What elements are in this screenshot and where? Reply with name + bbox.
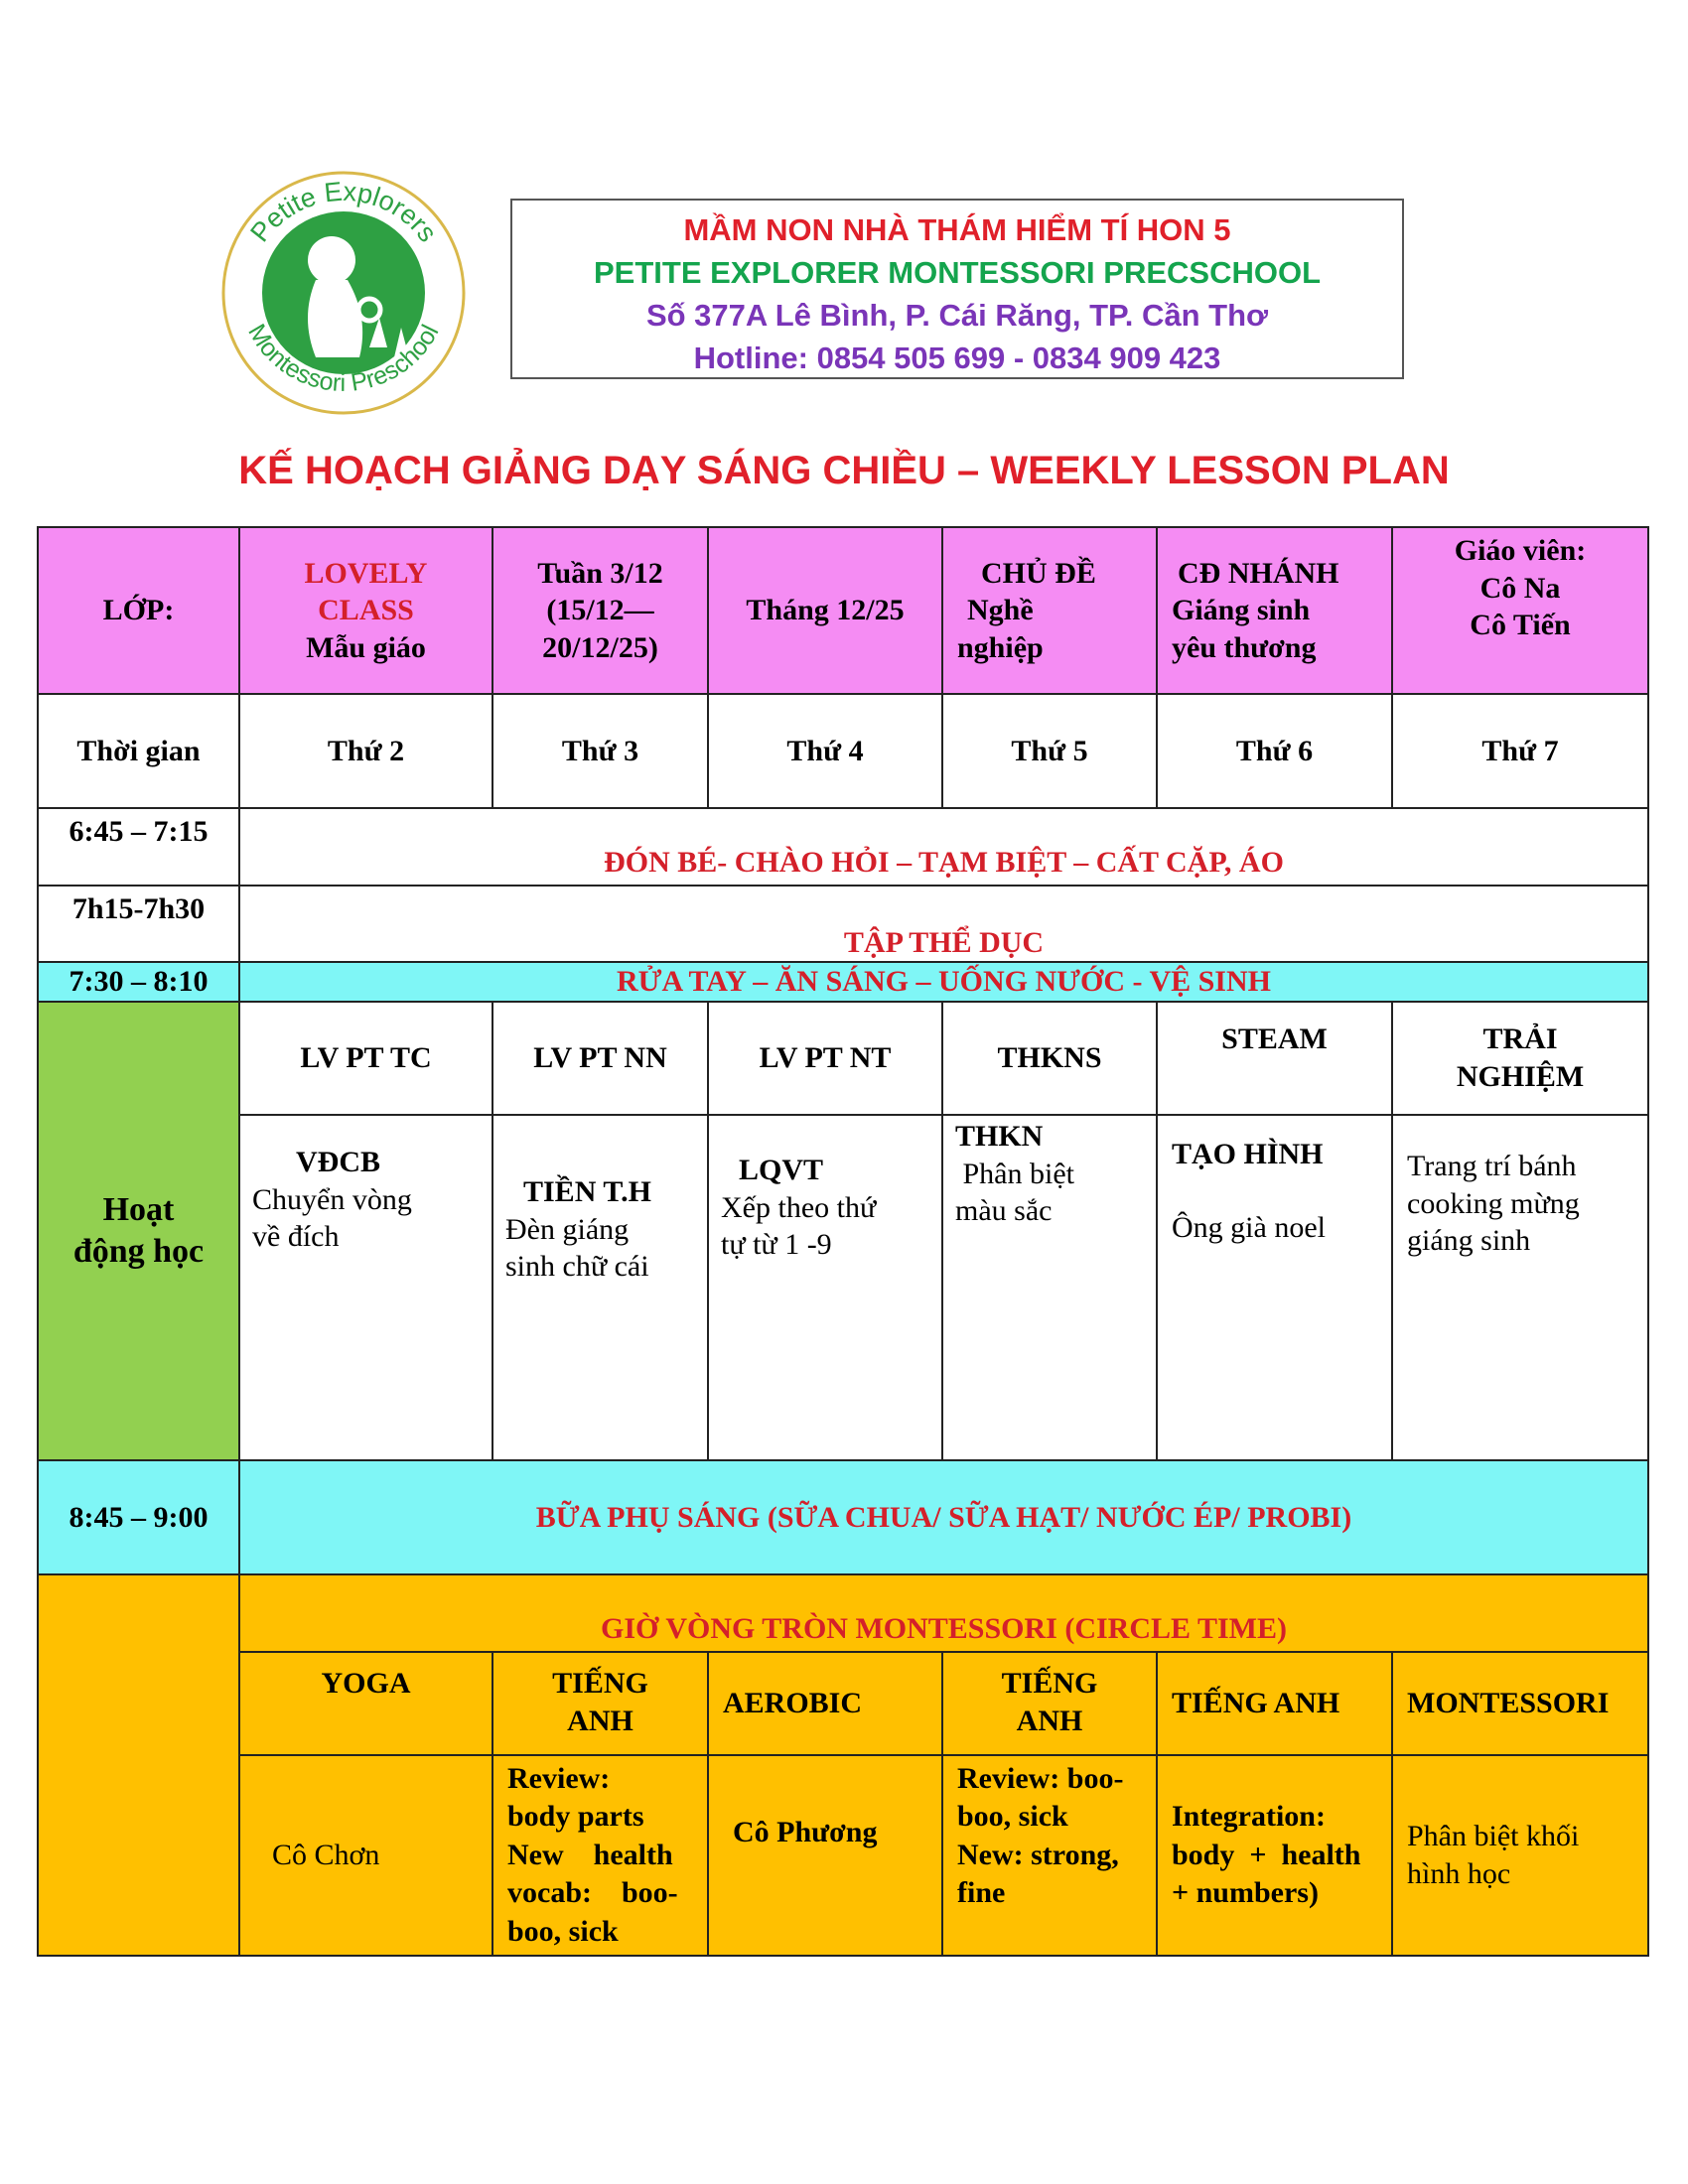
lesson-tue — [492, 1115, 708, 1460]
lesson-tue-line2: sinh chữ cái — [505, 1250, 649, 1283]
circle-title-row — [38, 1574, 1648, 1652]
subtheme-line3: yêu thương — [1172, 630, 1317, 664]
theme-line1: CHỦ ĐỀ — [981, 556, 1096, 590]
lesson-tue-line1: Đèn giáng — [505, 1212, 630, 1246]
circle-subjects-row — [38, 1652, 1648, 1755]
detail-mon: Cô Chơn — [239, 1755, 492, 1956]
class-name-line1: LOVELY — [304, 556, 428, 590]
snack-time: 8:45 – 9:00 — [38, 1460, 239, 1574]
detail-tue-line2: body parts — [507, 1800, 644, 1834]
lesson-thu-line1: Phân biệt — [955, 1157, 1074, 1190]
page-title: KẾ HOẠCH GIẢNG DẠY SÁNG CHIỀU – WEEKLY LESSON PLAN — [238, 449, 1450, 492]
detail-fri-line1: Integration: — [1172, 1800, 1326, 1834]
lesson-fri-title: TẠO HÌNH — [1172, 1138, 1324, 1170]
teacher-name-1: Cô Na — [1479, 571, 1561, 605]
lesson-fri-line1: Ông già noel — [1172, 1210, 1326, 1244]
detail-fri-line3: + numbers) — [1172, 1876, 1319, 1910]
teacher-label: Giáo viên: — [1454, 534, 1587, 567]
month-text: Tháng 12/25 — [746, 594, 905, 627]
arrival-time: 6:45 – 7:15 — [38, 808, 239, 886]
detail-fri — [1157, 1755, 1392, 1956]
subtheme-line2: Giáng sinh — [1172, 594, 1311, 627]
exercise-activity: TẬP THỂ DỤC — [239, 886, 1648, 962]
lesson-mon-title: VĐCB — [296, 1146, 381, 1178]
breakfast-time: 7:30 – 8:10 — [38, 962, 239, 1002]
snack-activity: BỮA PHỤ SÁNG (SỮA CHUA/ SỮA HẠT/ NƯỚC ÉP/ PROBI) — [239, 1460, 1648, 1574]
subtheme-cell — [1157, 527, 1392, 694]
arrival-row — [38, 808, 1648, 886]
detail-tue-line1: Review: — [507, 1762, 611, 1795]
school-hotline: Hotline: 0854 505 699 - 0834 909 423 — [693, 341, 1221, 375]
area-sat-line2: NGHIỆM — [1456, 1059, 1585, 1093]
area-sat-line1: TRẢI — [1482, 1023, 1558, 1055]
lesson-mon — [239, 1115, 492, 1460]
lesson-plan-table — [37, 526, 1649, 1957]
class-name-cell — [239, 527, 492, 694]
subject-thu — [942, 1652, 1157, 1755]
detail-sat-line1: Phân biệt khối — [1407, 1820, 1580, 1853]
subject-thu-line1: TIẾNG — [1001, 1667, 1098, 1700]
learning-label-line1: Hoạt — [102, 1190, 175, 1228]
subject-tue-line1: TIẾNG — [552, 1667, 648, 1700]
subtheme-line1: CĐ NHÁNH — [1178, 556, 1339, 590]
theme-line3: nghiệp — [957, 630, 1044, 664]
detail-thu-line2: boo, sick — [957, 1800, 1068, 1834]
detail-thu-line4: fine — [957, 1876, 1006, 1910]
week-line2: (15/12— — [546, 594, 654, 627]
theme-line2: Nghề — [967, 594, 1034, 627]
subject-tue — [492, 1652, 708, 1755]
arrival-activity: ĐÓN BÉ- CHÀO HỎI – TẠM BIỆT – CẤT CẶP, ÁO — [239, 808, 1648, 886]
day-sat: Thứ 7 — [1392, 694, 1648, 808]
subject-thu-line2: ANH — [1016, 1704, 1083, 1737]
week-cell — [492, 527, 708, 694]
breakfast-row — [38, 962, 1648, 1002]
area-wed: LV PT NT — [708, 1002, 942, 1115]
lesson-mon-line2: về đích — [252, 1220, 340, 1253]
class-label: LỚP: — [102, 594, 175, 627]
area-mon: LV PT TC — [239, 1002, 492, 1115]
detail-tue-line3: New health — [507, 1838, 673, 1871]
lesson-wed-line2: tự từ 1 -9 — [721, 1228, 832, 1261]
breakfast-activity: RỬA TAY – ĂN SÁNG – UỐNG NƯỚC - VỆ SINH — [239, 962, 1648, 1002]
school-address: Số 377A Lê Bình, P. Cái Răng, TP. Cần Thơ — [645, 298, 1269, 333]
learning-label-cell — [38, 1002, 239, 1460]
detail-thu-line1: Review: boo- — [957, 1762, 1124, 1795]
lesson-thu-line2: màu sắc — [955, 1194, 1053, 1227]
areas-row — [38, 1002, 1648, 1115]
week-line3: 20/12/25) — [542, 630, 658, 664]
lesson-thu-title: THKN — [955, 1120, 1044, 1153]
time-header: Thời gian — [38, 694, 239, 808]
circle-time-title: GIỜ VÒNG TRÒN MONTESSORI (CIRCLE TIME) — [239, 1574, 1648, 1652]
school-info-box — [510, 199, 1404, 379]
subject-wed: AEROBIC — [708, 1652, 942, 1755]
lesson-wed — [708, 1115, 942, 1460]
circle-time-label-cell — [38, 1574, 239, 1956]
month-cell — [708, 527, 942, 694]
day-fri: Thứ 6 — [1157, 694, 1392, 808]
theme-cell — [942, 527, 1157, 694]
teacher-cell — [1392, 527, 1648, 694]
detail-thu-line3: New: strong, — [957, 1838, 1119, 1871]
class-name-line2: CLASS — [318, 594, 414, 627]
detail-sat — [1392, 1755, 1648, 1956]
subject-sat: MONTESSORI — [1392, 1652, 1648, 1755]
day-tue: Thứ 3 — [492, 694, 708, 808]
lesson-sat-line2: cooking mừng — [1407, 1186, 1580, 1220]
info-row — [38, 527, 1648, 694]
area-fri: STEAM — [1157, 1002, 1392, 1115]
lesson-wed-title: LQVT — [739, 1154, 824, 1186]
circle-details-row — [38, 1755, 1648, 1956]
subject-fri: TIẾNG ANH — [1157, 1652, 1392, 1755]
class-label-cell — [38, 527, 239, 694]
class-level: Mẫu giáo — [306, 630, 426, 664]
day-mon: Thứ 2 — [239, 694, 492, 808]
logo-top-text: Petite Explorers — [244, 176, 443, 248]
days-row — [38, 694, 1648, 808]
exercise-row — [38, 886, 1648, 962]
week-line1: Tuần 3/12 — [537, 556, 663, 590]
detail-wed: Cô Phương — [708, 1755, 942, 1956]
teacher-name-2: Cô Tiến — [1470, 609, 1571, 641]
detail-fri-line2: body + health — [1172, 1838, 1361, 1871]
lesson-sat-line3: giáng sinh — [1407, 1224, 1531, 1257]
lessons-row — [38, 1115, 1648, 1460]
lesson-mon-line1: Chuyển vòng — [252, 1182, 412, 1216]
school-name-vn: MẦM NON NHÀ THÁM HIỂM TÍ HON 5 — [683, 212, 1231, 247]
detail-sat-line2: hình học — [1407, 1856, 1511, 1890]
detail-tue-line4: vocab: boo- — [507, 1876, 678, 1910]
school-logo — [220, 169, 467, 417]
lesson-wed-line1: Xếp theo thứ — [721, 1190, 877, 1224]
lesson-tue-title: TIỀN T.H — [523, 1175, 651, 1208]
area-tue: LV PT NN — [492, 1002, 708, 1115]
area-sat — [1392, 1002, 1648, 1115]
day-thu: Thứ 5 — [942, 694, 1157, 808]
subject-tue-line2: ANH — [567, 1704, 633, 1737]
day-wed: Thứ 4 — [708, 694, 942, 808]
detail-thu — [942, 1755, 1157, 1956]
area-thu: THKNS — [942, 1002, 1157, 1115]
exercise-time: 7h15-7h30 — [38, 886, 239, 962]
logo-bottom-text: Montessori Preschool — [242, 319, 445, 397]
detail-tue — [492, 1755, 708, 1956]
lesson-sat-line1: Trang trí bánh — [1407, 1150, 1577, 1182]
lesson-fri — [1157, 1115, 1392, 1460]
school-name-en: PETITE EXPLORER MONTESSORI PRECSCHOOL — [593, 255, 1322, 290]
learning-label-line2: động học — [72, 1233, 205, 1270]
snack-row — [38, 1460, 1648, 1574]
lesson-thu — [942, 1115, 1157, 1460]
subject-mon: YOGA — [239, 1652, 492, 1755]
lesson-sat — [1392, 1115, 1648, 1460]
detail-tue-line5: boo, sick — [507, 1914, 619, 1948]
